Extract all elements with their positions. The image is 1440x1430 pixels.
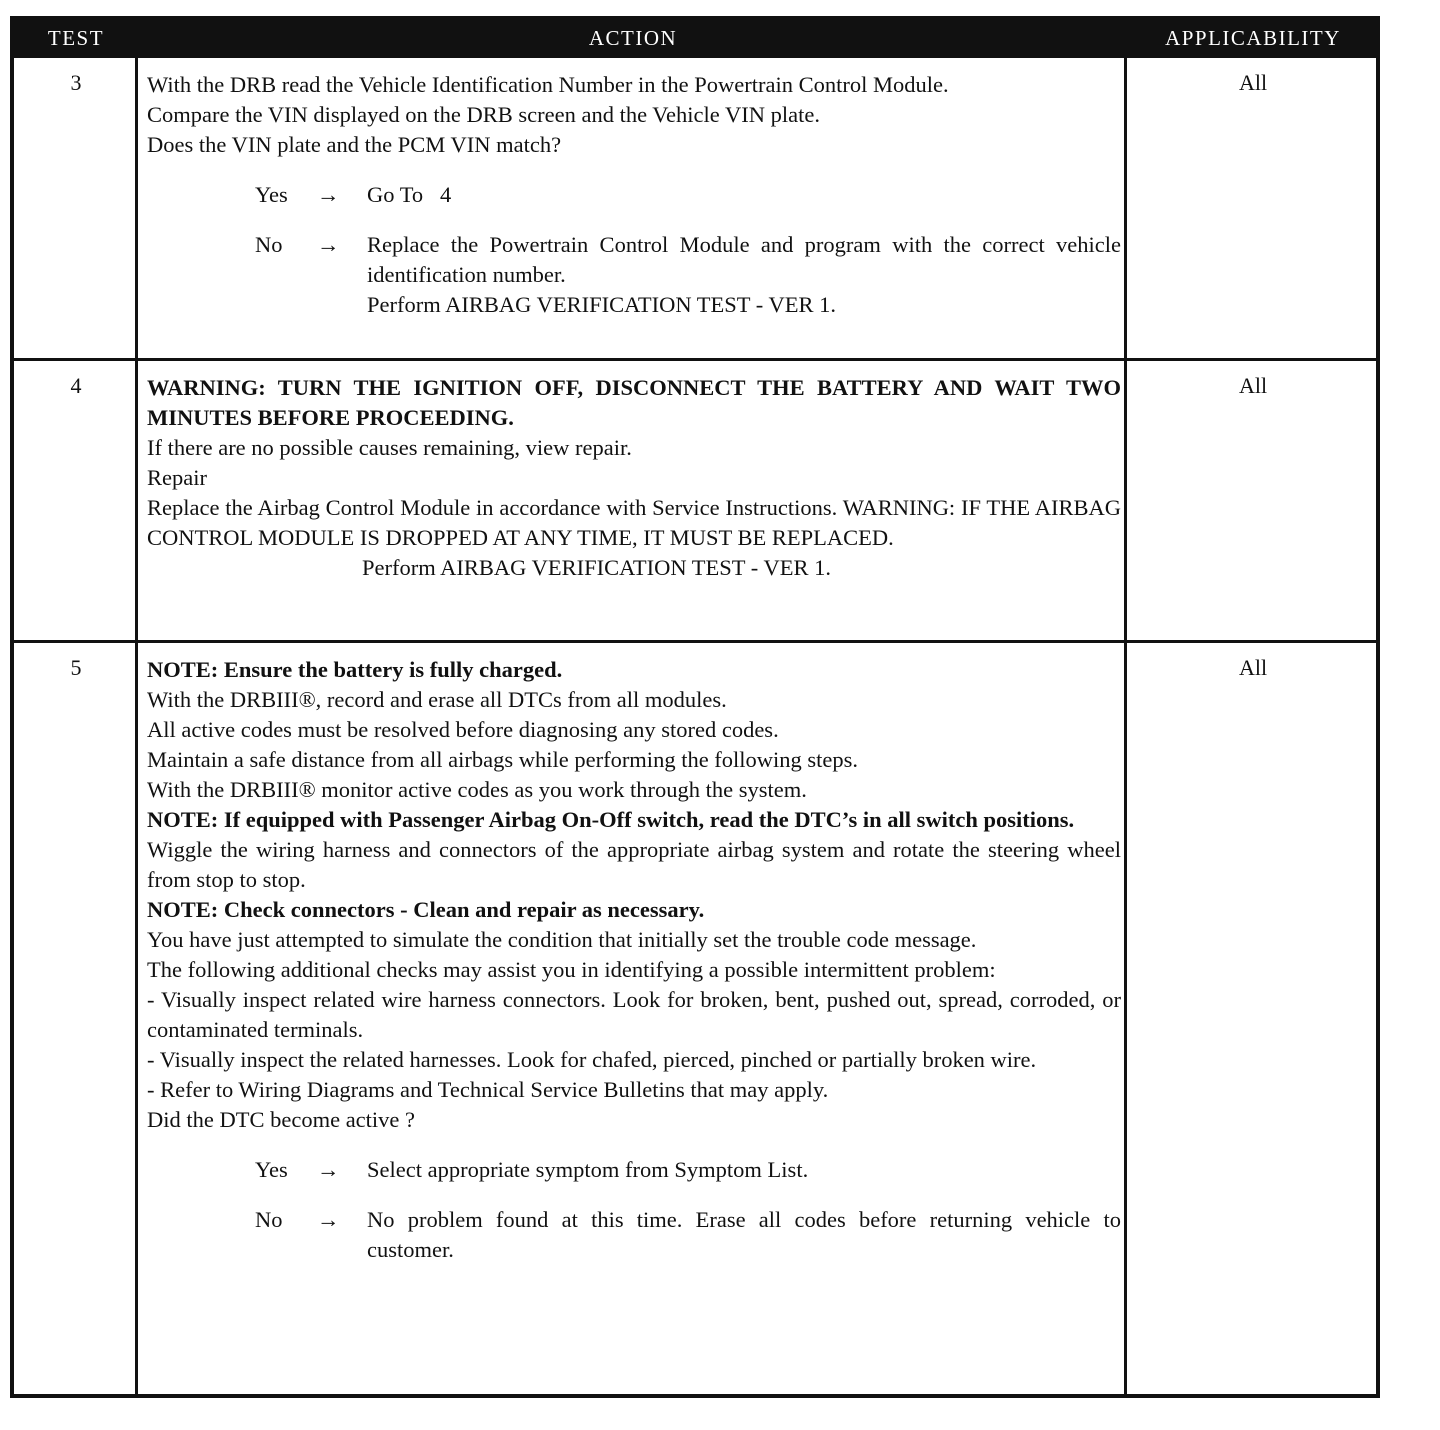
test-number: 4 (70, 373, 82, 398)
repair-text: Perform AIRBAG VERIFICATION TEST - VER 1. (362, 555, 831, 580)
header-action: ACTION (588, 26, 678, 50)
yes-option (147, 1155, 1121, 1185)
table-row (14, 361, 1376, 640)
option-text: Go To 4 (367, 182, 452, 207)
note-text: NOTE: Ensure the battery is fully charged. (147, 657, 563, 682)
test-number: 5 (70, 655, 82, 680)
option-text: No problem found at this time. Erase all codes before returning vehicle to customer. (367, 1207, 1121, 1262)
option-text-block (367, 230, 1121, 320)
option-text: Select appropriate symptom from Symptom List. (367, 1157, 809, 1182)
option-key: No (255, 1207, 283, 1232)
option-key: Yes (255, 1157, 288, 1182)
action-cell (147, 655, 1121, 1265)
arrow-icon: → (317, 232, 340, 257)
applicability-value: All (1238, 373, 1268, 398)
action-text: You have just attempted to simulate the condition that initially set the trouble code message. (147, 927, 977, 952)
action-text: Compare the VIN displayed on the DRB screen and the Vehicle VIN plate. (147, 102, 820, 127)
table-row (14, 58, 1376, 358)
option-key: Yes (255, 182, 288, 207)
action-text: All active codes must be resolved before diagnosing any stored codes. (147, 717, 779, 742)
action-text: - Refer to Wiring Diagrams and Technical Service Bulletins that may apply. (147, 1077, 829, 1102)
no-option (147, 1205, 1121, 1265)
action-text: Did the DTC become active ? (147, 1107, 416, 1132)
applicability-value: All (1238, 70, 1268, 95)
test-number: 3 (70, 70, 82, 95)
arrow-icon: → (317, 1207, 340, 1232)
option-key: No (255, 232, 283, 257)
yes-option (147, 180, 1121, 210)
action-text: With the DRB read the Vehicle Identification Number in the Powertrain Control Module. (147, 72, 949, 97)
action-text: Does the VIN plate and the PCM VIN match? (147, 132, 562, 157)
warning-text: WARNING: TURN THE IGNITION OFF, DISCONNECT THE BATTERY AND WAIT TWO MINUTES BEFORE PROCEEDING. (147, 375, 1121, 430)
repair-text: Replace the Airbag Control Module in accordance with Service Instructions. WARNING: IF THE AIRBAG CONTROL MODULE IS DROPPED AT ANY TIME, IT MUST BE REPLACED. (147, 495, 1121, 550)
repair-label: Repair (147, 465, 207, 490)
action-text: The following additional checks may assist you in identifying a possible intermittent problem: (147, 957, 996, 982)
no-option (147, 230, 1121, 320)
option-text: Replace the Powertrain Control Module and program with the correct vehicle identification number. (367, 232, 1121, 287)
action-text: If there are no possible causes remaining, view repair. (147, 435, 632, 460)
action-cell (147, 70, 1121, 320)
table-row (14, 643, 1376, 1394)
action-text: - Visually inspect the related harnesses. Look for chafed, pierced, pinched or partially broken wire. (147, 1047, 1037, 1072)
action-text: Wiggle the wiring harness and connectors of the appropriate airbag system and rotate the steering wheel from stop to stop. (147, 837, 1121, 892)
note-text: NOTE: If equipped with Passenger Airbag On-Off switch, read the DTC’s in all switch positions. (147, 807, 1075, 832)
option-text: Perform AIRBAG VERIFICATION TEST - VER 1. (367, 292, 836, 317)
action-text: Maintain a safe distance from all airbags while performing the following steps. (147, 747, 859, 772)
action-cell (147, 373, 1121, 583)
header-test: TEST (47, 26, 105, 50)
action-text: With the DRBIII® monitor active codes as you work through the system. (147, 777, 807, 802)
header-applicability: APPLICABILITY (1165, 26, 1341, 50)
action-text: With the DRBIII®, record and erase all DTCs from all modules. (147, 687, 727, 712)
note-text: NOTE: Check connectors - Clean and repair as necessary. (147, 897, 705, 922)
applicability-value: All (1238, 655, 1268, 680)
diagnostic-table (10, 16, 1380, 1398)
arrow-icon: → (317, 1157, 340, 1182)
action-text: - Visually inspect related wire harness connectors. Look for broken, bent, pushed out, spread, corroded, or contaminated terminals. (147, 987, 1121, 1042)
arrow-icon: → (317, 182, 340, 207)
table-header (14, 20, 1376, 58)
